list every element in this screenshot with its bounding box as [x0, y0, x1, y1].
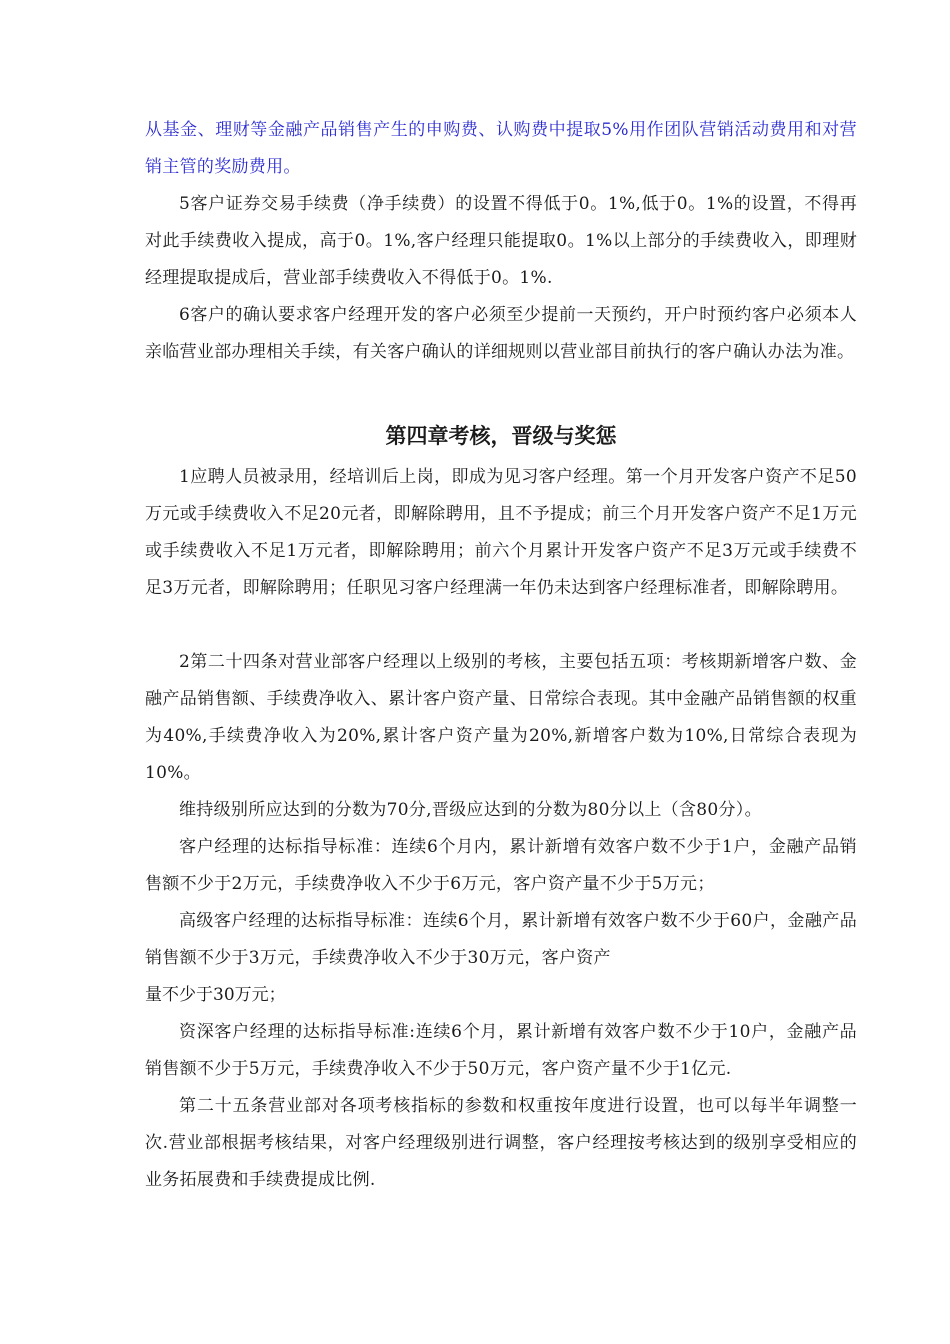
paragraph-senior-manager-standard: 高级客户经理的达标指导标准：连续6个月，累计新增有效客户数不少于60户，金融产品销售额不少于3万元，手续费净收入不少于30万元，客户资产: [145, 911, 857, 968]
paragraph-expert-manager-standard: 资深客户经理的达标指导标准:连续6个月，累计新增有效客户数不少于10户，金融产品销售额不少于5万元，手续费净收入不少于50万元，客户资产量不少于1亿元.: [145, 1022, 857, 1079]
paragraph-score-threshold: 维持级别所应达到的分数为70分,晋级应达到的分数为80分以上（含80分）。: [179, 800, 762, 820]
paragraph-senior-manager-standard-continued: 量不少于30万元；: [145, 985, 286, 1005]
chapter-title: 第四章考核，晋级与奖惩: [385, 423, 617, 448]
paragraph-article-25: 第二十五条营业部对各项考核指标的参数和权重按年度进行设置，也可以每半年调整一次.营业部根据考核结果，对客户经理级别进行调整，客户经理按考核达到的级别享受相应的业务拓展费和手续费提成比例.: [145, 1096, 857, 1190]
paragraph-fee-extraction: 从基金、理财等金融产品销售产生的申购费、认购费中提取5%用作团队营销活动费用和对营销主管的奖励费用。: [145, 120, 857, 177]
paragraph-manager-standard: 客户经理的达标指导标准：连续6个月内，累计新增有效客户数不少于1户，金融产品销售额不少于2万元，手续费净收入不少于6万元，客户资产量不少于5万元；: [145, 837, 857, 894]
paragraph-chapter-item-2: 2第二十四条对营业部客户经理以上级别的考核，主要包括五项：考核期新增客户数、金融产品销售额、手续费净收入、累计客户资产量、日常综合表现。其中金融产品销售额的权重为40%,手续费净收入为20%,累计客户资产量为20%,新增客户数为10%,日常综合表现为10%。: [145, 652, 857, 783]
paragraph-item-6: 6客户的确认要求客户经理开发的客户必须至少提前一天预约，开户时预约客户必须本人亲临营业部办理相关手续，有关客户确认的详细规则以营业部目前执行的客户确认办法为准。: [145, 305, 857, 362]
paragraph-item-5: 5客户证券交易手续费（净手续费）的设置不得低于0。1%,低于0。1%的设置，不得再对此手续费收入提成，高于0。1%,客户经理只能提取0。1%以上部分的手续费收入，即理财经理提取提成后，营业部手续费收入不得低于0。1%.: [145, 194, 857, 288]
paragraph-chapter-item-1: 1应聘人员被录用，经培训后上岗，即成为见习客户经理。第一个月开发客户资产不足50万元或手续费收入不足20元者，即解除聘用，且不予提成；前三个月开发客户资产不足1万元或手续费收入不足1万元者，即解除聘用；前六个月累计开发客户资产不足3万元或手续费不足3万元者，即解除聘用；任职见习客户经理满一年仍未达到客户经理标准者，即解除聘用。: [145, 467, 857, 598]
